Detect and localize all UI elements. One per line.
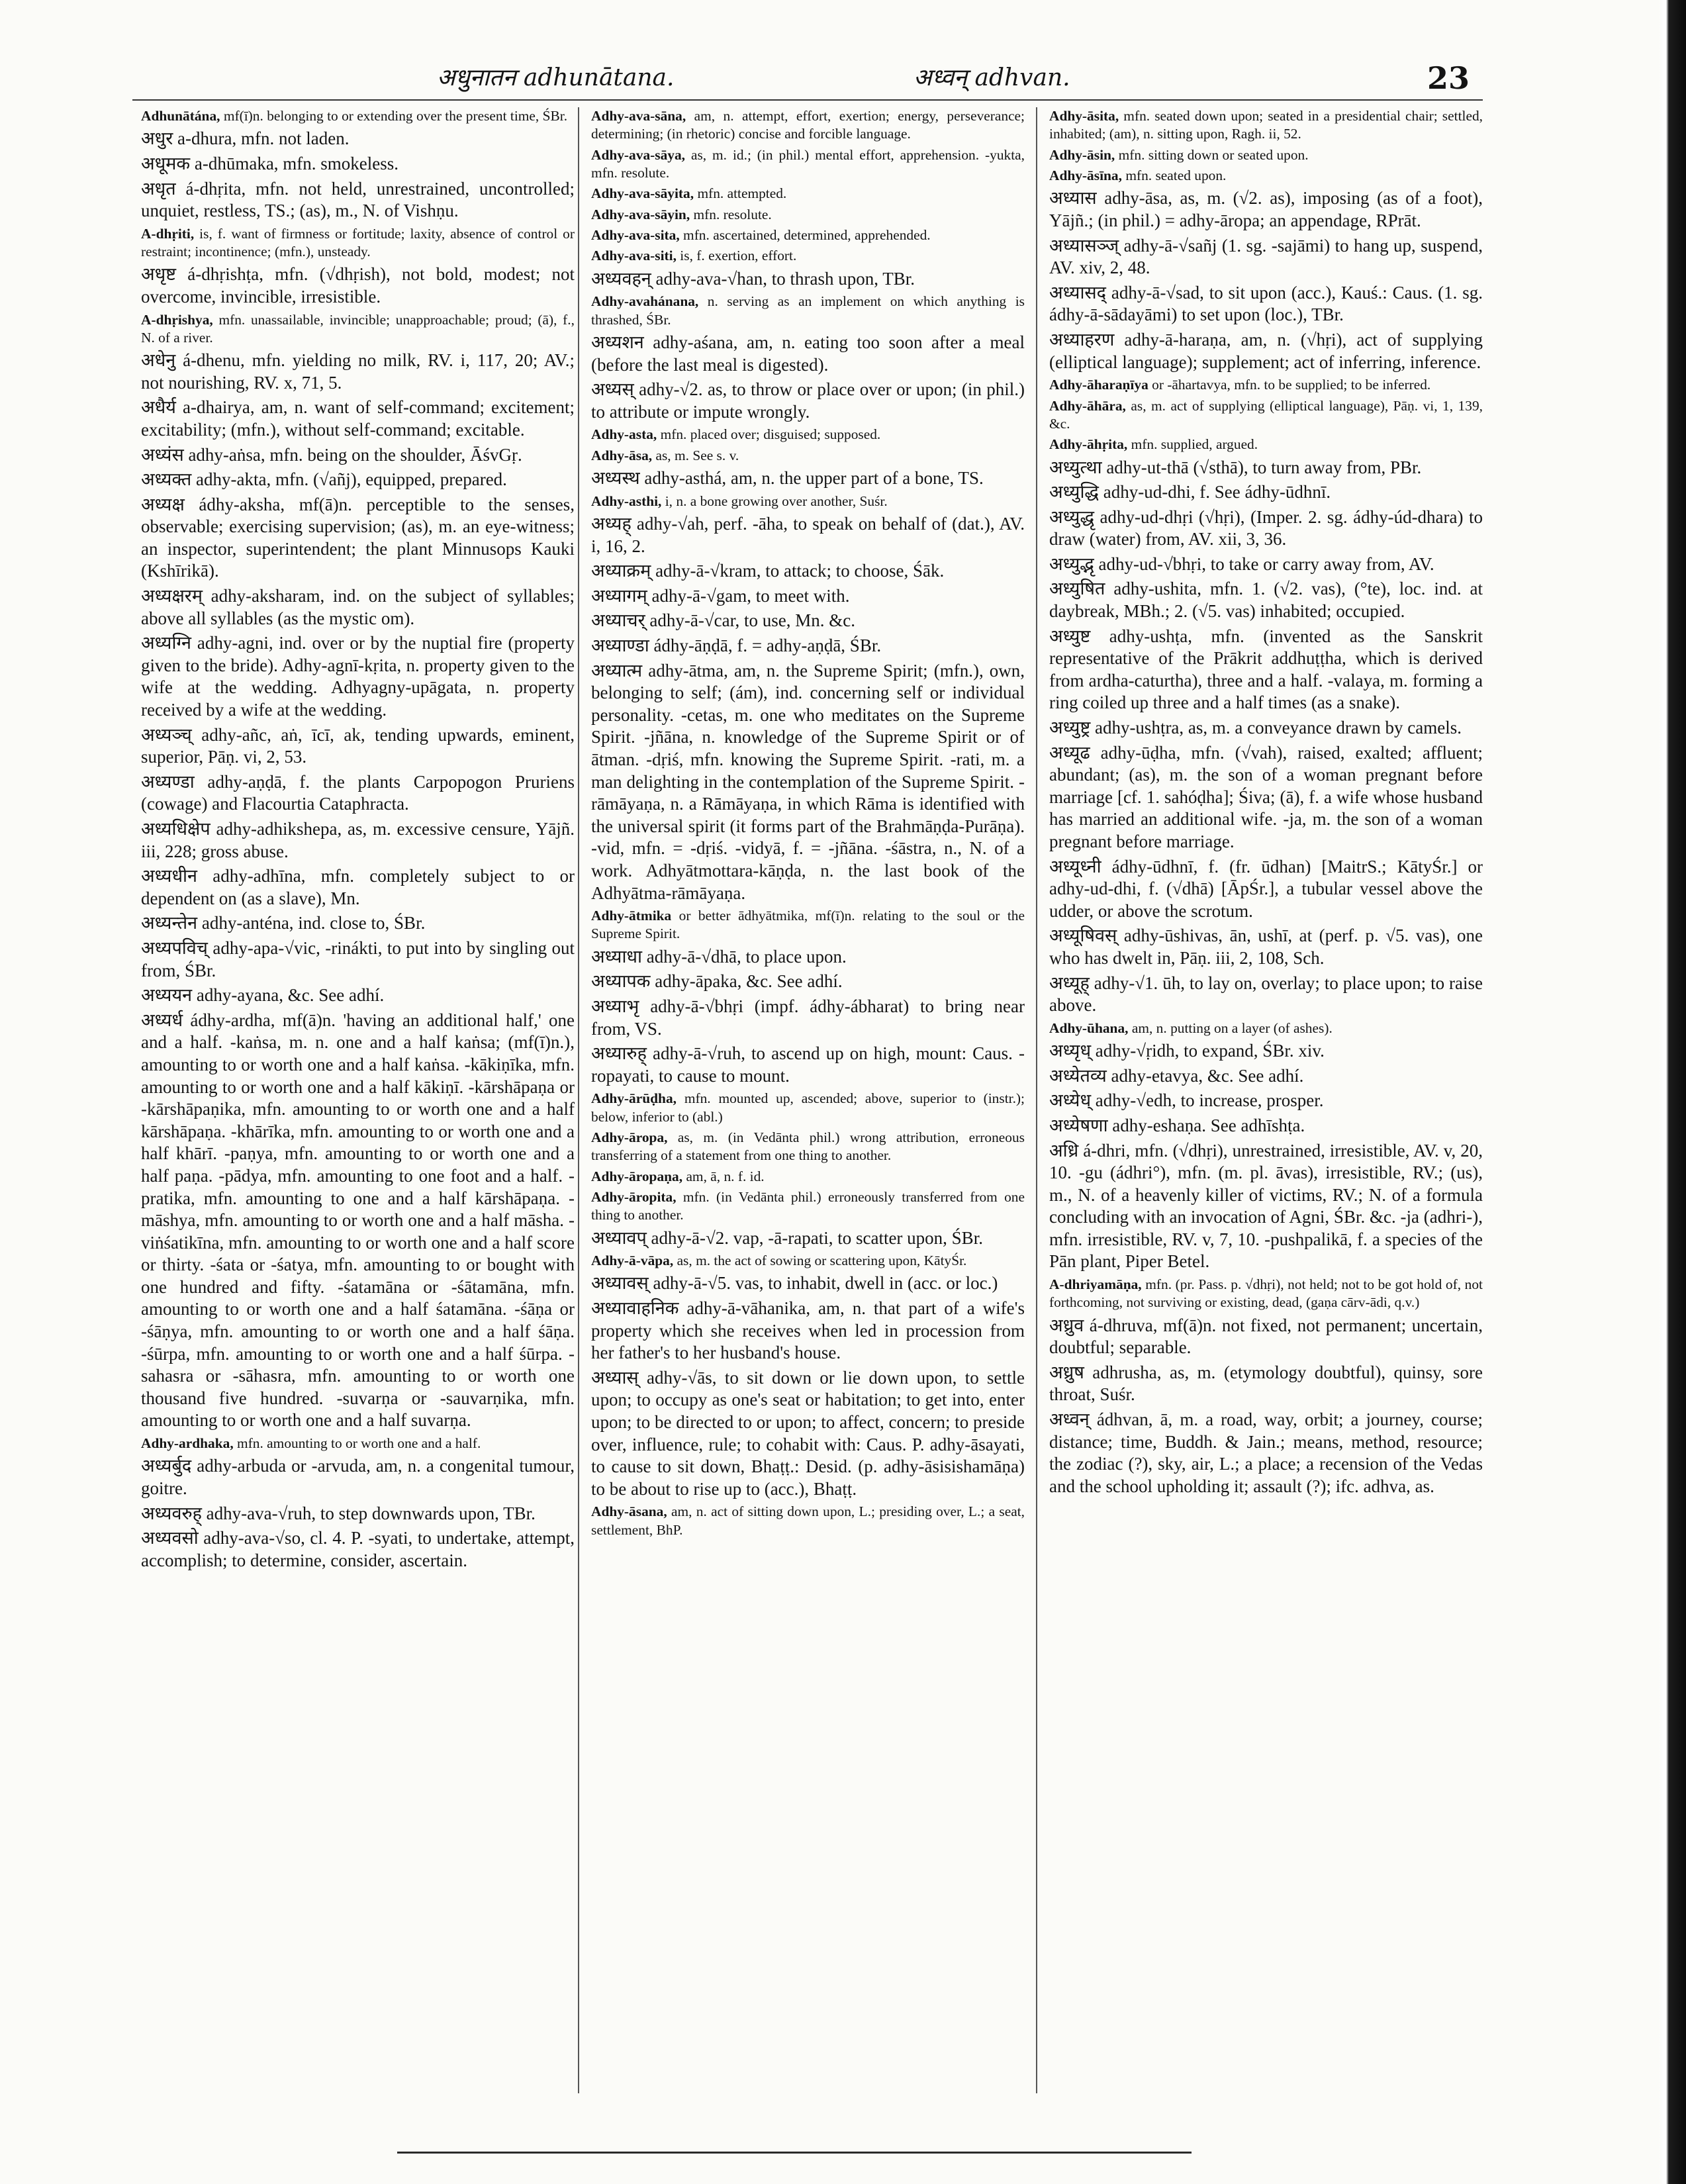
- dictionary-entry: [1049, 742, 1483, 853]
- dictionary-entry: [591, 1043, 1025, 1087]
- entry-text: अध्युत्था adhy-ut-thā (√sthā), to turn away from, PBr.: [1049, 457, 1422, 477]
- entry-text: अध्यूह् adhy-√1. ūh, to lay on, overlay; to place upon; to raise above.: [1049, 973, 1483, 1016]
- dictionary-entry: [1049, 1409, 1483, 1497]
- entry-headword: Adhy-āropa,: [591, 1129, 668, 1145]
- entry-headword: Adhunātána,: [141, 108, 220, 124]
- entry-text: is, f. want of firmness or fortitude; laxity, absence of control or restraint; incontinence; (mfn.), unsteady.: [141, 225, 575, 260]
- dictionary-entry: [1049, 626, 1483, 714]
- dictionary-subentry: [591, 107, 1025, 143]
- entry-text: अधुर a-dhura, mfn. not laden.: [141, 128, 350, 149]
- dictionary-entry: [1049, 457, 1483, 479]
- entry-headword: Adhy-āsana,: [591, 1503, 667, 1520]
- entry-text: mfn. sitting down or seated upon.: [1115, 146, 1309, 163]
- entry-text: अध्याहरण adhy-ā-haraṇa, am, n. (√hṛi), act of supplying (elliptical language); supplement; act of inferring, inference.: [1049, 329, 1483, 372]
- page-number: 23: [1427, 60, 1470, 96]
- entry-text: mfn. (pr. Pass. p. √dhṛi), not held; not to be got hold of, not forthcoming, not surviving or existing, dead, (gaṇa cārv-ādi, q.v.): [1049, 1276, 1483, 1311]
- entry-text: as, m. id.; (in phil.) mental effort, apprehension. -yukta, mfn. resolute.: [591, 146, 1025, 181]
- dictionary-entry: [141, 153, 575, 175]
- dictionary-subentry: [591, 493, 1025, 510]
- dictionary-subentry: [591, 1168, 1025, 1186]
- entry-headword: Adhy-ava-sāyin,: [591, 206, 690, 222]
- entry-text: अध्यूढ adhy-ūḍha, mfn. (√vah), raised, exalted; affluent; abundant; (as), m. the son of a woman pregnant before marriage [cf. 1. sahóḍha]; Śiva; (ā), f. a wife whose husband has married an additional wife. -ja, m. the son of a woman pregnant before marriage.: [1049, 742, 1483, 851]
- column-3: [1049, 107, 1483, 2093]
- dictionary-entry: [141, 128, 575, 150]
- dictionary-entry: [591, 1367, 1025, 1501]
- entry-text: अध्यधिक्षेप adhy-adhikshepa, as, m. excessive censure, Yājñ. iii, 228; gross abuse.: [141, 819, 575, 861]
- entry-text: अध्यास् adhy-√ās, to sit down or lie down upon, to settle upon; to occupy as one's seat or habitation; to get into, enter upon; to be directed to or upon; to affect, concern; to preside over, influence, rule; to cohabit with: Caus. P. adhy-āsayati, to cause to sit down, Bhaṭṭ.: Desid. (p. adhy-āsisishamāṇa) to be about to rise up to (acc.), Bhaṭṭ.: [591, 1367, 1025, 1499]
- entry-headword: Adhy-āhāra,: [1049, 397, 1126, 414]
- dictionary-entry: [1049, 925, 1483, 969]
- entry-text: अध्यण्डा adhy-aṇḍā, f. the plants Carpopogon Pruriens (cowage) and Flacourtia Cataphracta.: [141, 771, 575, 814]
- dictionary-entry: [141, 724, 575, 769]
- entry-text: mfn. supplied, argued.: [1127, 436, 1258, 453]
- dictionary-entry: [1049, 506, 1483, 551]
- entry-text: mfn. unassailable, invincible; unapproachable; proud; (ā), f., N. of a river.: [141, 311, 575, 346]
- dictionary-subentry: [1049, 397, 1483, 433]
- dictionary-subentry: [1049, 107, 1483, 143]
- entry-text: अधूमक a-dhūmaka, mfn. smokeless.: [141, 153, 399, 173]
- entry-text: अध्यस्थ adhy-asthá, am, n. the upper part of a bone, TS.: [591, 468, 984, 489]
- entry-headword: Adhy-āharaṇīya: [1049, 377, 1148, 393]
- entry-text: अध्रुव á-dhruva, mf(ā)n. not fixed, not permanent; uncertain, doubtful; separable.: [1049, 1315, 1483, 1358]
- entry-text: अध्यवसो adhy-ava-√so, cl. 4. P. -syati, to undertake, attempt, accomplish; to determine, consider, ascertain.: [141, 1528, 575, 1570]
- entry-text: mf(ī)n. belonging to or extending over the present time, ŚBr.: [220, 108, 568, 124]
- entry-text: mfn. placed over; disguised; supposed.: [657, 426, 881, 443]
- dictionary-subentry: [591, 447, 1025, 465]
- entry-headword: Adhy-ava-sāna,: [591, 108, 686, 124]
- entry-headword: Adhy-āsita,: [1049, 108, 1119, 124]
- dictionary-subentry: [591, 146, 1025, 182]
- entry-text: अध्याक्रम् adhy-ā-√kram, to attack; to choose, Śāk.: [591, 561, 945, 581]
- running-head-right: अध्वन् adhvan.: [913, 64, 1070, 91]
- entry-text: अध्यञ्च् adhy-añc, aṅ, īcī, ak, tending upwards, eminent, superior, Pāṇ. vi, 2, 53.: [141, 724, 575, 767]
- dictionary-subentry: [141, 225, 575, 261]
- dictionary-entry: [1049, 235, 1483, 279]
- entry-text: as, m. See s. v.: [652, 447, 739, 463]
- dictionary-entry: [141, 937, 575, 982]
- dictionary-entry: [1049, 553, 1483, 576]
- dictionary-entry: [1049, 187, 1483, 232]
- entry-headword: Adhy-ava-sita,: [591, 226, 680, 243]
- entry-headword: Adhy-āropita,: [591, 1188, 677, 1205]
- dictionary-subentry: [591, 1129, 1025, 1164]
- entry-text: अधृत á-dhṛita, mfn. not held, unrestrained, uncontrolled; unquiet, restless, TS.; (as), m., N. of Vishṇu.: [141, 178, 575, 221]
- dictionary-entry: [591, 610, 1025, 632]
- entry-text: अध्ययन adhy-ayana, &c. See adhí.: [141, 985, 385, 1006]
- entry-text: अध्यक्ष ádhy-aksha, mf(ā)n. perceptible to the senses, observable; exercising supervision; (as), m. an eye-witness; an inspector, superintendent; the plant Minnusops Kauki (Kshīrikā).: [141, 494, 575, 581]
- entry-text: अध्यपविच् adhy-apa-√vic, -rinákti, to put into by singling out from, ŚBr.: [141, 937, 575, 980]
- dictionary-entry: [591, 660, 1025, 905]
- dictionary-subentry: [591, 206, 1025, 224]
- dictionary-subentry: [591, 247, 1025, 265]
- entry-headword: Adhy-avahánana,: [591, 293, 699, 310]
- dictionary-subentry: [591, 1090, 1025, 1125]
- entry-headword: A-dhṛishya,: [141, 311, 213, 328]
- entry-headword: Adhy-ava-sāyita,: [591, 185, 694, 202]
- entry-text: अध्वन् ádhvan, ā, m. a road, way, orbit; a journey, course; distance; time, Buddh. & Jain.; means, method, resource; the zodiac (?), sky, air, L.; a place; a recension of the Vedas and the school upholding it; assault (?); ifc. adhva, as.: [1049, 1409, 1483, 1496]
- dictionary-entry: [591, 467, 1025, 490]
- entry-text: mfn. seated down upon; seated in a presidential chair; settled, inhabited; (am), n. sitting upon, Ragh. ii, 52.: [1049, 108, 1483, 142]
- dictionary-entry: [591, 379, 1025, 423]
- entry-text: अध्यग्नि adhy-agni, ind. over or by the nuptial fire (property given to the bride). Adhy-agnī-kṛita, n. property given to the wife at the wedding. Adhyagny-upāgata, n. property received by a wife at the wedding.: [141, 633, 575, 720]
- entry-text: mfn. ascertained, determined, apprehended.: [679, 226, 931, 243]
- dictionary-subentry: [1049, 1276, 1483, 1311]
- entry-text: अध्यवरुह् adhy-ava-√ruh, to step downwards upon, TBr.: [141, 1503, 536, 1523]
- dictionary-entry: [1049, 1065, 1483, 1088]
- entry-text: or -āhartavya, mfn. to be supplied; to be inferred.: [1148, 377, 1431, 393]
- entry-headword: Adhy-asthi,: [591, 493, 662, 509]
- entry-text: am, n. attempt, effort, exertion; energy, perseverance; determining; (in rhetoric) concise and forcible language.: [591, 108, 1025, 142]
- entry-headword: Adhy-ārūḍha,: [591, 1090, 677, 1107]
- entry-text: mfn. (in Vedānta phil.) erroneously transferred from one thing to another.: [591, 1188, 1025, 1223]
- entry-text: अध्रुष adhrusha, as, m. (etymology doubtful), quinsy, sore throat, Suśr.: [1049, 1362, 1483, 1405]
- entry-text: अध्यूषिवस् adhy-ūshivas, ān, ushī, at (perf. p. √5. vas), one who has dwelt in, Pāṇ. iii, 2, 108, Sch.: [1049, 926, 1483, 968]
- entry-headword: Adhy-ava-sāya,: [591, 146, 686, 163]
- column-divider: [578, 107, 579, 2093]
- entry-text: is, f. exertion, effort.: [676, 248, 797, 264]
- dictionary-entry: [141, 818, 575, 863]
- entry-text: अध्यावाहनिक adhy-ā-vāhanika, am, n. that part of a wife's property which she receives when led in procession from her father's to her husband's house.: [591, 1298, 1025, 1363]
- dictionary-subentry: [141, 311, 575, 347]
- dictionary-entry: [141, 494, 575, 583]
- header-rule: [132, 99, 1483, 101]
- entry-text: अध्याण्डा ádhy-āṇḍā, f. = adhy-aṇḍā, ŚBr.: [591, 636, 882, 656]
- entry-text: अध्यस् adhy-√2. as, to throw or place over or upon; (in phil.) to attribute or impute wrongly.: [591, 379, 1025, 422]
- column-1: [141, 107, 575, 2093]
- dictionary-subentry: [591, 293, 1025, 328]
- dictionary-entry: [591, 635, 1025, 657]
- entry-text: अध्यूध्नी ádhy-ūdhnī, f. (fr. ūdhan) [MaitrS.; KātyŚr.] or adhy-ud-dhi, f. (√dhā) [ĀpŚr.], a tubular vessel above the udder, or above the scrotum.: [1049, 856, 1483, 921]
- entry-text: अध्याचर् adhy-ā-√car, to use, Mn. &c.: [591, 610, 856, 631]
- entry-text: अध्यह् adhy-√ah, perf. -āha, to speak on behalf of (dat.), AV. i, 16, 2.: [591, 514, 1025, 556]
- dictionary-entry: [591, 1272, 1025, 1295]
- dictionary-entry: [1049, 282, 1483, 326]
- column-2: [591, 107, 1025, 2093]
- dictionary-subentry: [591, 1252, 1025, 1270]
- entry-text: am, n. putting on a layer (of ashes).: [1128, 1020, 1333, 1036]
- dictionary-subentry: [591, 226, 1025, 244]
- dictionary-entry: [1049, 481, 1483, 504]
- dictionary-subentry: [591, 1188, 1025, 1224]
- dictionary-entry: [141, 1455, 575, 1499]
- dictionary-entry: [1049, 1362, 1483, 1406]
- dictionary-entry: [591, 585, 1025, 608]
- dictionary-subentry: [1049, 1020, 1483, 1037]
- entry-text: अध्यवहन् adhy-ava-√han, to thrash upon, TBr.: [591, 268, 915, 289]
- entry-text: अधेनु á-dhenu, mfn. yielding no milk, RV. i, 117, 20; AV.; not nourishing, RV. x, 71, 5.: [141, 350, 575, 393]
- entry-text: अध्यंस adhy-aṅsa, mfn. being on the shoulder, ĀśvGṛ.: [141, 444, 522, 465]
- dictionary-entry: [141, 1010, 575, 1432]
- entry-text: अध्यात्म adhy-ātma, am, n. the Supreme Spirit; (mfn.), own, belonging to self; (ám), ind. concerning self or individual personality. -cetas, m. one who meditates on the Supreme Spirit. -jñāna, n. knowledge of the Supreme Spirit or of ātman. -dṛiś, mfn. knowing the Supreme Spirit. -rati, m. a man delighting in the contemplation of the Supreme Spirit. -rāmāyaṇa, n. a Rāmāyaṇa, in which Rāma is identified with the universal spirit (it forms part of the Brahmāṇḍa-Purāṇa). -vid, mfn. = -dṛiś. -vidyā, f. = -jñāna. -śāstra, n., N. of a work. Adhyātmottara-kāṇḍa, n. the last book of the Adhyātma-rāmāyaṇa.: [591, 660, 1025, 903]
- entry-headword: Adhy-ūhana,: [1049, 1020, 1129, 1036]
- entry-text: mfn. seated upon.: [1121, 167, 1227, 183]
- dictionary-subentry: [591, 426, 1025, 444]
- entry-headword: Adhy-āhṛita,: [1049, 436, 1128, 453]
- dictionary-subentry: [1049, 436, 1483, 453]
- entry-text: अधृष्ट á-dhṛishṭa, mfn. (√dhṛish), not bold, modest; not overcome, invincible, irresistible.: [141, 264, 575, 307]
- dictionary-entry: [591, 946, 1025, 969]
- entry-text: mfn. amounting to or worth one and a half.: [233, 1435, 481, 1452]
- dictionary-entry: [591, 332, 1025, 376]
- entry-text: mfn. attempted.: [694, 185, 787, 202]
- entry-text: अध्यधीन adhy-adhīna, mfn. completely subject to or dependent on (as a slave), Mn.: [141, 866, 575, 908]
- entry-text: अध्याभृ adhy-ā-√bhṛi (impf. ádhy-ábharat) to bring near from, VS.: [591, 996, 1025, 1039]
- entry-text: अध्यक्त adhy-akta, mfn. (√añj), equipped, prepared.: [141, 469, 507, 490]
- entry-headword: Adhy-āsin,: [1049, 146, 1115, 163]
- dictionary-entry: [591, 513, 1025, 557]
- dictionary-entry: [591, 560, 1025, 583]
- entry-text: अध्येषणा adhy-eshaṇa. See adhīshṭa.: [1049, 1115, 1305, 1135]
- entry-text: अध्यर्बुद adhy-arbuda or -arvuda, am, n. a congenital tumour, goitre.: [141, 1456, 575, 1499]
- dictionary-entry: [591, 996, 1025, 1040]
- dictionary-entry: [1049, 578, 1483, 622]
- entry-text: अधैर्य a-dhairya, am, n. want of self-command; excitement; excitability; (mfn.), without self-command; excitable.: [141, 397, 575, 440]
- dictionary-entry: [141, 178, 575, 222]
- entry-text: as, m. the act of sowing or scattering upon, KātyŚr.: [673, 1253, 967, 1269]
- dictionary-entry: [141, 1527, 575, 1572]
- entry-text: अध्यासञ्ज् adhy-ā-√sañj (1. sg. -sajāmi) to hang up, suspend, AV. xiv, 2, 48.: [1049, 235, 1483, 278]
- entry-text: अध्युषित adhy-ushita, mfn. 1. (√2. vas), (°te), loc. ind. at daybreak, MBh.; 2. (√5. vas) inhabited; occupied.: [1049, 579, 1483, 622]
- dictionary-entry: [141, 469, 575, 491]
- dictionary-entry: [1049, 329, 1483, 373]
- entry-headword: Adhy-āsa,: [591, 447, 653, 463]
- entry-headword: Adhy-āropaṇa,: [591, 1168, 683, 1184]
- dictionary-entry: [591, 1298, 1025, 1364]
- dictionary-entry: [141, 632, 575, 721]
- dictionary-subentry: [1049, 146, 1483, 164]
- dictionary-entry: [1049, 973, 1483, 1017]
- entry-text: अध्यृध् adhy-√ṛidh, to expand, ŚBr. xiv.: [1049, 1041, 1325, 1061]
- entry-headword: Adhy-āsīna,: [1049, 167, 1122, 183]
- entry-text: अध्यर्ध ádhy-ardha, mf(ā)n. 'having an additional half,' one and a half. -kaṅsa, m. n. one and a half kaṅsa; (mf(ī)n.), amounting to or worth one and a half kaṅsa. -kākiṇīka, mfn. amounting to or worth one and a half kākiṇī. -kārshāpaṇa or -kārshāpaṇika, mfn. amounting to or worth one and a half kārshāpaṇa. -khārīka, mfn. amounting to or worth one and a half khārī. -paṇya, mfn. amounting to or worth one and a half paṇa. -pādya, mfn. amounting to one foot and a half. -pratika, mfn. amounting to one and a half kārshāpaṇa. -māshya, mfn. amounting to or worth one and a half māsha. -viṅśatikīna, mfn. amounting to or worth one and a half score or thirty. -śata or -śatya, mfn. amounting to or bought with one hundred and fifty. -śatamāna or -śātamāna, mfn. amounting to or worth one and a half śatamāna. -śāṇa or -śāṇya, mfn. amounting to or worth one and a half śāṇa. -śūrpa, mfn. amounting to or worth one and a half śūrpa. -sahasra or -sāhasra, mfn. amounting to or worth one thousand five hundred. -suvarṇa or -sauvarṇika, mfn. amounting to or worth one and a half suvarṇa.: [141, 1010, 575, 1431]
- scan-edge: [1658, 0, 1686, 2184]
- dictionary-entry: [141, 585, 575, 630]
- entry-text: अध्यासद् adhy-ā-√sad, to sit upon (acc.), Kauś.: Caus. (1. sg. ádhy-ā-sādayāmi) to set upon (loc.), TBr.: [1049, 282, 1483, 325]
- dictionary-entry: [141, 1503, 575, 1525]
- entry-text: n. serving as an implement on which anything is thrashed, ŚBr.: [591, 293, 1025, 328]
- page-header: [132, 60, 1483, 97]
- entry-text: अध्युष्ट्र adhy-ushṭra, as, m. a conveyance drawn by camels.: [1049, 718, 1462, 738]
- entry-headword: Adhy-ava-siti,: [591, 248, 677, 264]
- entry-text: अध्यशन adhy-aśana, am, n. eating too soon after a meal (before the last meal is digested).: [591, 332, 1025, 375]
- entry-text: अध्रि á-dhri, mfn. (√dhṛi), unrestrained, irresistible, AV. v, 20, 10. -gu (ádhri°), mfn. (m. pl. āvas), irresistible, RV.; (us), m., N. of a heavenly killer of victims, RV.; N. of a formula concluding with an invocation of Agni, ŚBr. &c. -ja (adhri-), mfn. irresistible, RV. v, 7, 10. -pushpalikā, f. a species of the Pān plant, Piper Betel.: [1049, 1140, 1483, 1272]
- dictionary-entry: [141, 263, 575, 308]
- column-divider: [1036, 107, 1037, 2093]
- dictionary-entry: [1049, 856, 1483, 923]
- dictionary-subentry: [1049, 167, 1483, 185]
- entry-text: mfn. resolute.: [690, 206, 772, 222]
- dictionary-entry: [1049, 1140, 1483, 1274]
- entry-text: अध्यापक adhy-āpaka, &c. See adhí.: [591, 971, 843, 992]
- entry-text: अध्युद्भृ adhy-ud-√bhṛi, to take or carry away from, AV.: [1049, 553, 1434, 574]
- entry-text: i, n. a bone growing over another, Suśr.: [661, 493, 888, 509]
- entry-text: अध्येध् adhy-√edh, to increase, prosper.: [1049, 1090, 1324, 1111]
- dictionary-entry: [591, 268, 1025, 291]
- dictionary-entry: [1049, 1315, 1483, 1359]
- dictionary-entry: [591, 971, 1025, 993]
- entry-headword: Adhy-ātmika: [591, 908, 672, 924]
- dictionary-entry: [141, 865, 575, 910]
- entry-text: अध्यन्तेन adhy-anténa, ind. close to, ŚBr.: [141, 913, 426, 933]
- entry-text: am, n. act of sitting down upon, L.; presiding over, L.; a seat, settlement, BhP.: [591, 1503, 1025, 1538]
- dictionary-subentry: [141, 1435, 575, 1452]
- entry-text: अध्यागम् adhy-ā-√gam, to meet with.: [591, 585, 850, 606]
- entry-text: अध्याधा adhy-ā-√dhā, to place upon.: [591, 946, 847, 967]
- entry-text: अध्युद्धि adhy-ud-dhi, f. See ádhy-ūdhnī.: [1049, 482, 1331, 502]
- dictionary-entry: [141, 350, 575, 394]
- dictionary-entry: [591, 1227, 1025, 1250]
- entry-text: or better ādhyātmika, mf(ī)n. relating to the soul or the Supreme Spirit.: [591, 908, 1025, 942]
- dictionary-entry: [141, 771, 575, 816]
- dictionary-entry: [1049, 1115, 1483, 1137]
- entry-text: as, m. act of supplying (elliptical language), Pāṇ. vi, 1, 139, &c.: [1049, 397, 1483, 432]
- dictionary-entry: [141, 912, 575, 935]
- entry-text: अध्यक्षरम् adhy-aksharam, ind. on the subject of syllables; above all syllables (as the mystic om).: [141, 586, 575, 628]
- dictionary-entry: [141, 444, 575, 467]
- dictionary-subentry: [1049, 376, 1483, 394]
- dictionary-subentry: [591, 185, 1025, 203]
- entry-headword: Adhy-ardhaka,: [141, 1435, 234, 1452]
- running-head-left: अधुनातन adhunātana.: [437, 64, 675, 91]
- entry-text: अध्यावस् adhy-ā-√5. vas, to inhabit, dwell in (acc. or loc.): [591, 1273, 998, 1294]
- entry-text: अध्यास adhy-āsa, as, m. (√2. as), imposing (as of a foot), Yājñ.; (in phil.) = adhy-āropa; an appendage, RPrāt.: [1049, 188, 1483, 230]
- dictionary-subentry: [591, 907, 1025, 943]
- dictionary-entry: [1049, 1090, 1483, 1112]
- entry-text: as, m. (in Vedānta phil.) wrong attribution, erroneous transferring of a statement from one thing to another.: [591, 1129, 1025, 1164]
- dictionary-entry: [141, 397, 575, 441]
- footer-rule: [397, 2152, 1192, 2154]
- entry-headword: A-dhriyamāṇa,: [1049, 1276, 1142, 1293]
- entry-text: अध्युद्धृ adhy-ud-dhṛi (√hṛi), (Imper. 2. sg. ádhy-úd-dhara) to draw (water) from, AV. xii, 3, 36.: [1049, 506, 1483, 549]
- dictionary-entry: [1049, 717, 1483, 739]
- entry-text: अध्यावप् adhy-ā-√2. vap, -ā-rapati, to scatter upon, ŚBr.: [591, 1227, 983, 1248]
- entry-headword: Adhy-ā-vāpa,: [591, 1253, 674, 1269]
- entry-text: अध्युष्ट adhy-ushṭa, mfn. (invented as the Sanskrit representative of the Prākrit addhuṭṭha, which is derived from ardha-caturtha), three and a half. -valaya, m. forming a ring coiled up three and a half times (as a snake).: [1049, 626, 1483, 713]
- dictionary-subentry: [591, 1503, 1025, 1539]
- entry-text: mfn. mounted up, ascended; above, superior to (instr.); below, inferior to (abl.): [591, 1090, 1025, 1125]
- entry-text: am, ā, n. f. id.: [682, 1168, 765, 1184]
- dictionary-subentry: [141, 107, 575, 125]
- dictionary-entry: [1049, 1040, 1483, 1063]
- entry-text: अध्यारुह् adhy-ā-√ruh, to ascend up on high, mount: Caus. -ropayati, to cause to mount.: [591, 1043, 1025, 1086]
- entry-text: अध्येतव्य adhy-etavya, &c. See adhí.: [1049, 1065, 1304, 1086]
- entry-headword: Adhy-asta,: [591, 426, 657, 443]
- entry-headword: A-dhṛiti,: [141, 225, 195, 242]
- dictionary-entry: [141, 984, 575, 1007]
